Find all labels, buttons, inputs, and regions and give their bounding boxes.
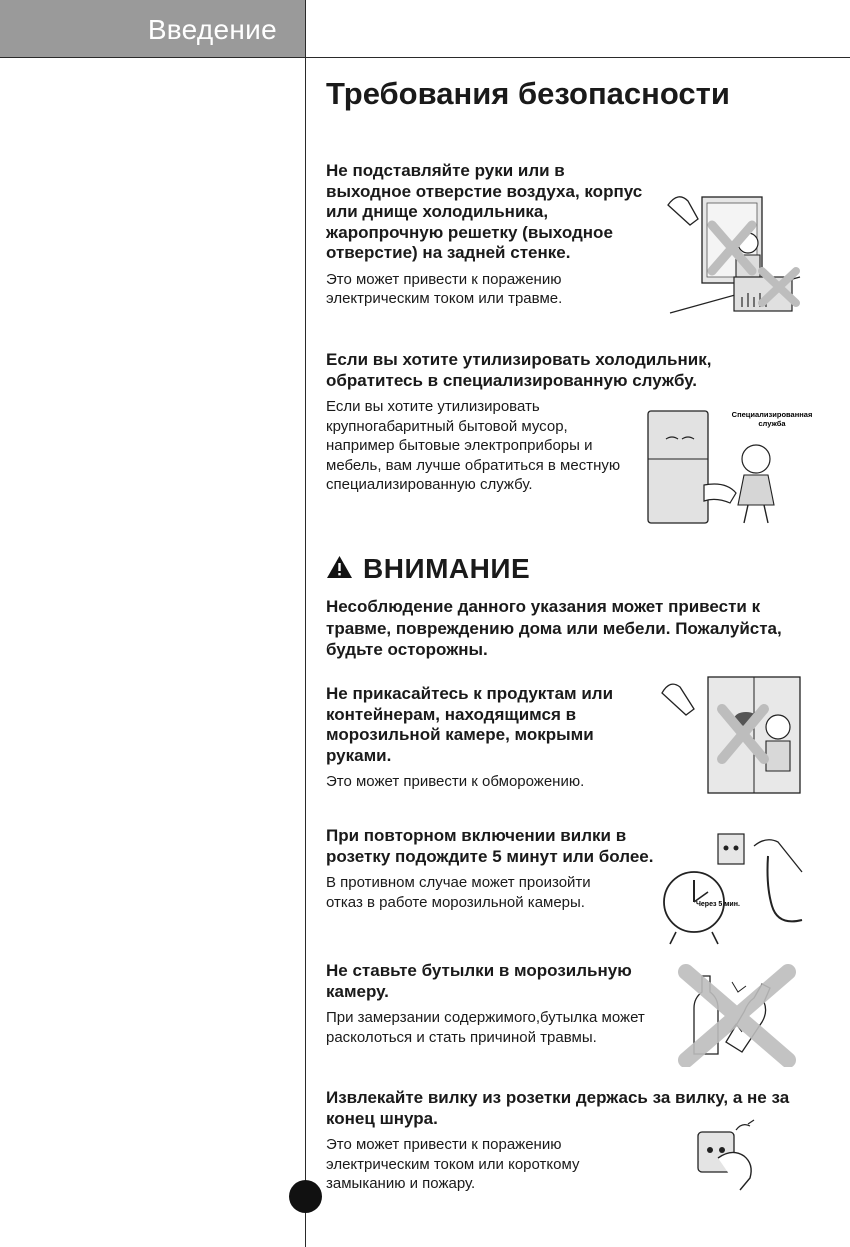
item-heading: Извлекайте вилку из розетки держась за вилку, а не за конец шнура. xyxy=(326,1088,790,1128)
page-title: Требования безопасности xyxy=(326,76,730,111)
item-heading: Если вы хотите утилизировать холодильник, обратитесь в специализированную службу. xyxy=(326,350,712,390)
page-marker xyxy=(289,1180,322,1213)
section-title: Введение xyxy=(147,14,277,45)
item-body: Это может привести к поражению электрическим током или короткому замыканию и пожару. xyxy=(326,1136,580,1192)
unplug-hand-illustration xyxy=(688,1118,768,1193)
disposal-service-illustration xyxy=(644,405,819,530)
socket-clock-illustration xyxy=(658,826,808,948)
caution-item-plug-wait xyxy=(326,826,666,912)
item-heading: Не прикасайтесь к продуктам или контейнерам, находящимся в морозильной камере, мокрыми руками. xyxy=(326,684,614,765)
caution-item-bottles xyxy=(326,961,646,1047)
warning-text: Несоблюдение данного указания может привести к травме, повреждению дома или мебели. Пожалуйста, будьте осторожны. xyxy=(326,597,782,659)
item-body: Это может привести к обморожению. xyxy=(326,773,585,790)
freezer-wet-hands-illustration xyxy=(652,671,804,796)
fridge-back-hands-illustration xyxy=(650,185,805,325)
vertical-divider xyxy=(305,0,306,1247)
bottles-crossed-illustration xyxy=(672,962,802,1067)
safety-item-hands xyxy=(326,161,646,309)
section-header-tab xyxy=(0,0,305,57)
item-heading: При повторном включении вилки в розетку подождите 5 минут или более. xyxy=(326,826,654,866)
caution-item-wet-hands xyxy=(326,684,646,792)
illustration-caption: Специализированная служба xyxy=(731,410,813,428)
item-body: Если вы хотите утилизировать крупногабаритный бытовой мусор, например бытовые электроприборы и мебель, вам лучше обратиться в местную специализированную службу. xyxy=(326,398,621,493)
warning-heading xyxy=(326,553,530,585)
warning-title: ВНИМАНИЕ xyxy=(363,553,531,584)
item-body: При замерзании содержимого,бутылка может расколоться и стать причиной травмы. xyxy=(326,1009,645,1046)
header-divider xyxy=(0,57,850,58)
warning-triangle-icon xyxy=(326,555,353,584)
item-body: В противном случае может произойти отказ в работе морозильной камеры. xyxy=(326,874,591,911)
illustration-caption: Через 5 мин. xyxy=(696,901,740,908)
item-body: Это может привести к поражению электрическим током или травме. xyxy=(326,270,563,307)
item-heading: Не ставьте бутылки в морозильную камеру. xyxy=(326,961,632,1001)
item-heading: Не подставляйте руки или в выходное отверстие воздуха, корпус или днище холодильника, жаропрочную решетку (выходное отверстие) на задней стенке. xyxy=(326,161,643,262)
